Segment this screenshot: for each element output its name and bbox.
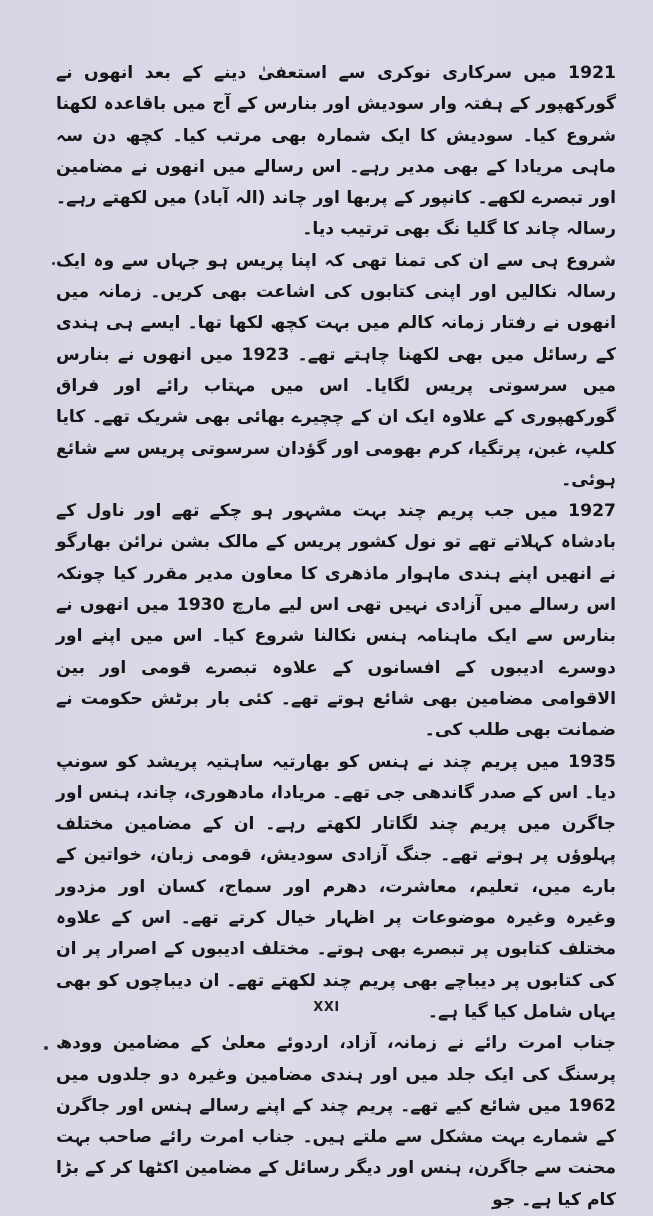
body-text bbox=[56, 58, 616, 1216]
paragraph-5: جناب امرت رائے نے زمانہ، آزاد، اردوئے معلیٰ کے مضامین وودھ پرسنگ کی ایک جلد میں اور ہندی مضامین وغیرہ دو جلدوں میں 1962 میں شائع کیے تھے۔ پریم چند کے اپنے رسالے ہنس اور جاگرن کے شمارے بہت مشکل سے ملتے ہیں۔ جناب امرت رائے صاحب بہت محنت سے جاگرن، ہنس اور دیگر رسائل کے مضامین اکٹھا کر کے بڑا کام کیا ہے۔ جو bbox=[56, 1033, 616, 1210]
scan-speck bbox=[44, 1046, 48, 1050]
scan-speck bbox=[52, 262, 55, 265]
paragraph-3: 1927 میں جب پریم چند بہت مشہور ہو چکے تھے اور ناول کے بادشاہ کہلاتے تھے تو نول کشور پریس کے مالک بشن نرائن بھارگو نے انھیں اپنے ہندی ماہوار ماذھری کا معاون مدیر مقرر کیا چونکہ اس رسالے میں آزادی نہیں تھی اس لیے مارچ 1930 میں انھوں نے بنارس سے ایک ماہنامہ ہنس نکالنا شروع کیا۔ اس میں اپنے اور دوسرے ادیبوں کے افسانوں کے علاوہ تبصرے قومی اور بین الاقوامی مضامین بھی شائع ہوتے تھے۔ کئی بار برٹش حکومت نے ضمانت بھی طلب کی۔ bbox=[56, 501, 616, 741]
paragraph-1: 1921 میں سرکاری نوکری سے استعفیٰ دینے کے بعد انھوں نے گورکھپور کے ہفتہ وار سودیش اور بنارس کے آج میں باقاعدہ لکھنا شروع کیا۔ سودیش کا ایک شمارہ بھی مرتب کیا۔ کچھ دن سہ ماہی مریادا کے بھی مدیر رہے۔ اس رسالے میں انھوں نے مضامین اور تبصرے لکھے۔ کانپور کے پربھا اور چاند (الہ آباد) میں لکھتے رہے۔ رسالہ چاند کا گلیا نگ بھی ترتیب دیا۔ bbox=[56, 63, 616, 240]
paragraph-4: 1935 میں پریم چند نے ہنس کو بھارتیہ ساہتیہ پریشد کو سونپ دیا۔ اس کے صدر گاندھی جی تھے۔ مریادا، مادھوری، چاند، ہنس اور جاگرن میں پریم چند لگاتار لکھتے رہے۔ ان کے مضامین مختلف پہلوؤں پر ہوتے تھے۔ جنگ آزادی سودیش، قومی زبان، خواتین کے بارے میں، تعلیم، معاشرت، دھرم اور سماج، کسان اور مزدور وغیرہ وغیرہ موضوعات پر اظہار خیال کرتے تھے۔ اس کے علاوہ مختلف کتابوں پر تبصرے بھی ہوتے۔ مختلف ادیبوں کے اصرار پر ان کی کتابوں پر دیباچے بھی پریم چند لکھتے تھے۔ ان دیباچوں کو بھی یہاں شامل کیا گیا ہے۔ bbox=[56, 751, 616, 1022]
paragraph-2: شروع ہی سے ان کی تمنا تھی کہ اپنا پریس ہو جہاں سے وہ ایک رسالہ نکالیں اور اپنی کتابوں کی اشاعت بھی کریں۔ زمانہ میں انھوں نے رفتار زمانہ کالم میں بہت کچھ لکھا تھا۔ ایسے ہی ہندی کے رسائل میں بھی لکھنا چاہتے تھے۔ 1923 میں انھوں نے بنارس میں سرسوتی پریس لگایا۔ اس میں مہتاب رائے اور فراق گورکھپوری کے علاوہ ایک ان کے چچیرے بھائی بھی شریک تھے۔ کایا کلپ، غبن، پرتگیا، کرم بھومی اور گؤدان سرسوتی پریس سے شائع ہوئی۔ bbox=[56, 250, 616, 490]
page-number: XXI bbox=[313, 1000, 340, 1015]
